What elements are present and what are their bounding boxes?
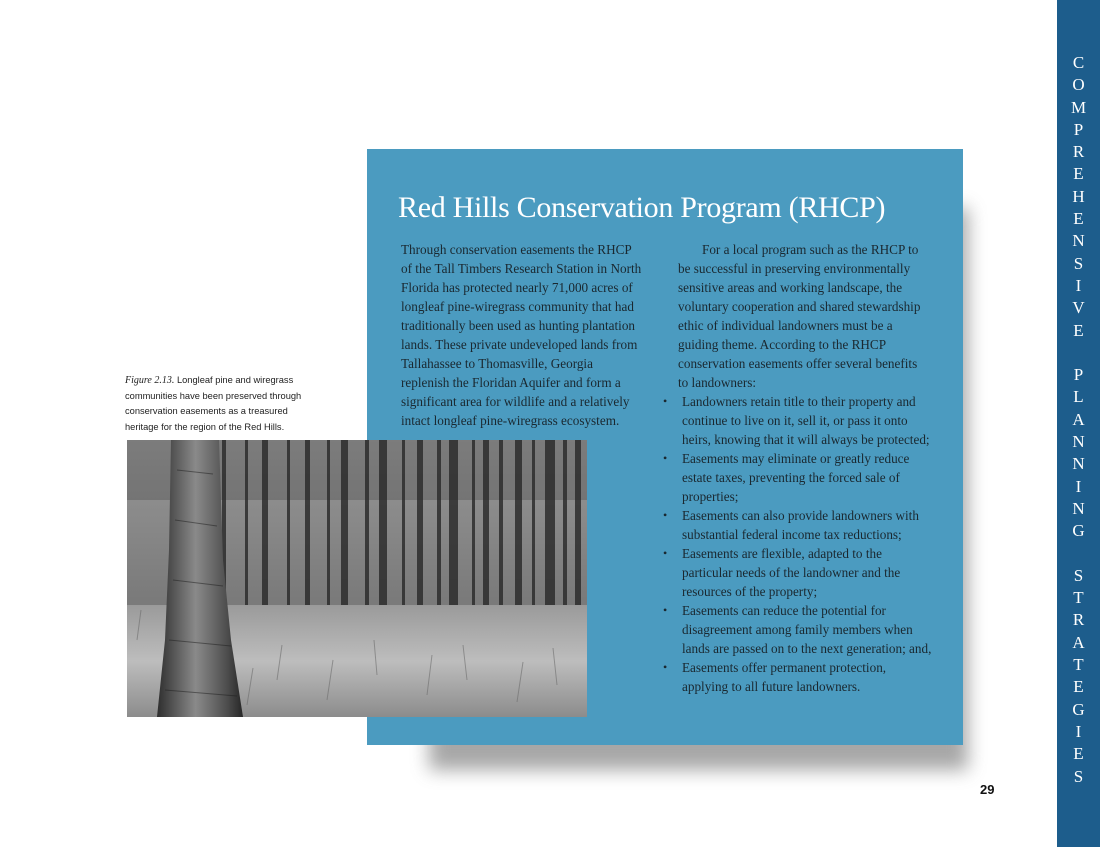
text-line: For a local program such as the RHCP to: [702, 242, 919, 257]
bullet-icon: •: [663, 394, 668, 408]
text-line: Through conservation easements the RHCP: [401, 242, 632, 257]
text-line: voluntary cooperation and shared stewardship: [678, 299, 921, 314]
text-line: conservation easements offer several benefits: [678, 356, 918, 371]
forest-photo: [127, 440, 587, 717]
text-line: heirs, knowing that it will always be protected;: [682, 432, 930, 447]
list-item: [663, 392, 940, 449]
text-line: properties;: [682, 489, 739, 504]
text-line: disagreement among family members when: [682, 622, 913, 637]
text-line: Landowners retain title to their property and: [682, 394, 916, 409]
text-line: to landowners:: [678, 375, 757, 390]
sidebar-heading: C O M P R E H E N S I V E P L A N N I N G S T R A T E G I E S: [1070, 53, 1087, 786]
text-line: of the Tall Timbers Research Station in North: [401, 261, 642, 276]
bullet-icon: •: [663, 508, 668, 522]
text-line: lands. These private undeveloped lands from: [401, 337, 638, 352]
pine-forest-image: [127, 440, 587, 717]
text-line: Florida has protected nearly 71,000 acres of: [401, 280, 633, 295]
bullet-icon: •: [663, 660, 668, 674]
text-line: Easements can reduce the potential for: [682, 603, 886, 618]
text-line: Easements are flexible, adapted to the: [682, 546, 882, 561]
text-line: guiding theme. According to the RHCP: [678, 337, 887, 352]
caption-line: Longleaf pine and wiregrass: [174, 375, 294, 385]
panel-title: Red Hills Conservation Program (RHCP): [398, 191, 886, 224]
list-item: [663, 658, 940, 696]
text-line: significant area for wildlife and a relatively: [401, 394, 630, 409]
text-line: continue to live on it, sell it, or pass it onto: [682, 413, 908, 428]
text-line: lands are passed on to the next generation; and,: [682, 641, 932, 656]
figure-caption: [125, 373, 305, 435]
list-item: [663, 449, 940, 506]
text-line: intact longleaf pine-wiregrass ecosystem.: [401, 413, 620, 428]
bullet-icon: •: [663, 451, 668, 465]
text-line: applying to all future landowners.: [682, 679, 861, 694]
caption-line: communities have been preserved through: [125, 390, 302, 401]
text-line: estate taxes, preventing the forced sale of: [682, 470, 900, 485]
right-column: [663, 240, 940, 696]
caption-line: heritage for the region of the Red Hills.: [125, 421, 285, 432]
page-number: 29: [980, 782, 995, 797]
text-line: Easements can also provide landowners with: [682, 508, 919, 523]
bullet-icon: •: [663, 603, 668, 617]
left-paragraph: [401, 240, 663, 430]
text-line: sensitive areas and working landscape, the: [678, 280, 903, 295]
left-column: [401, 240, 663, 430]
text-line: ethic of individual landowners must be a: [678, 318, 893, 333]
text-line: substantial federal income tax reductions;: [682, 527, 902, 542]
text-line: traditionally been used as hunting plantation: [401, 318, 636, 333]
text-line: be successful in preserving environmentally: [678, 261, 911, 276]
list-item: [663, 601, 940, 658]
text-line: Easements may eliminate or greatly reduce: [682, 451, 910, 466]
bullet-icon: •: [663, 546, 668, 560]
text-line: longleaf pine-wiregrass community that had: [401, 299, 634, 314]
figure-label: Figure 2.13.: [125, 375, 175, 386]
text-line: replenish the Floridan Aquifer and form a: [401, 375, 621, 390]
benefits-list: [663, 392, 940, 696]
text-line: Easements offer permanent protection,: [682, 660, 887, 675]
text-line: particular needs of the landowner and the: [682, 565, 901, 580]
caption-line: conservation easements as a treasured: [125, 406, 288, 416]
text-line: resources of the property;: [682, 584, 818, 599]
text-line: Tallahassee to Thomasville, Georgia: [401, 356, 593, 371]
sidebar-band: [1057, 0, 1100, 847]
right-intro-paragraph: [678, 240, 940, 392]
list-item: [663, 544, 940, 601]
list-item: [663, 506, 940, 544]
